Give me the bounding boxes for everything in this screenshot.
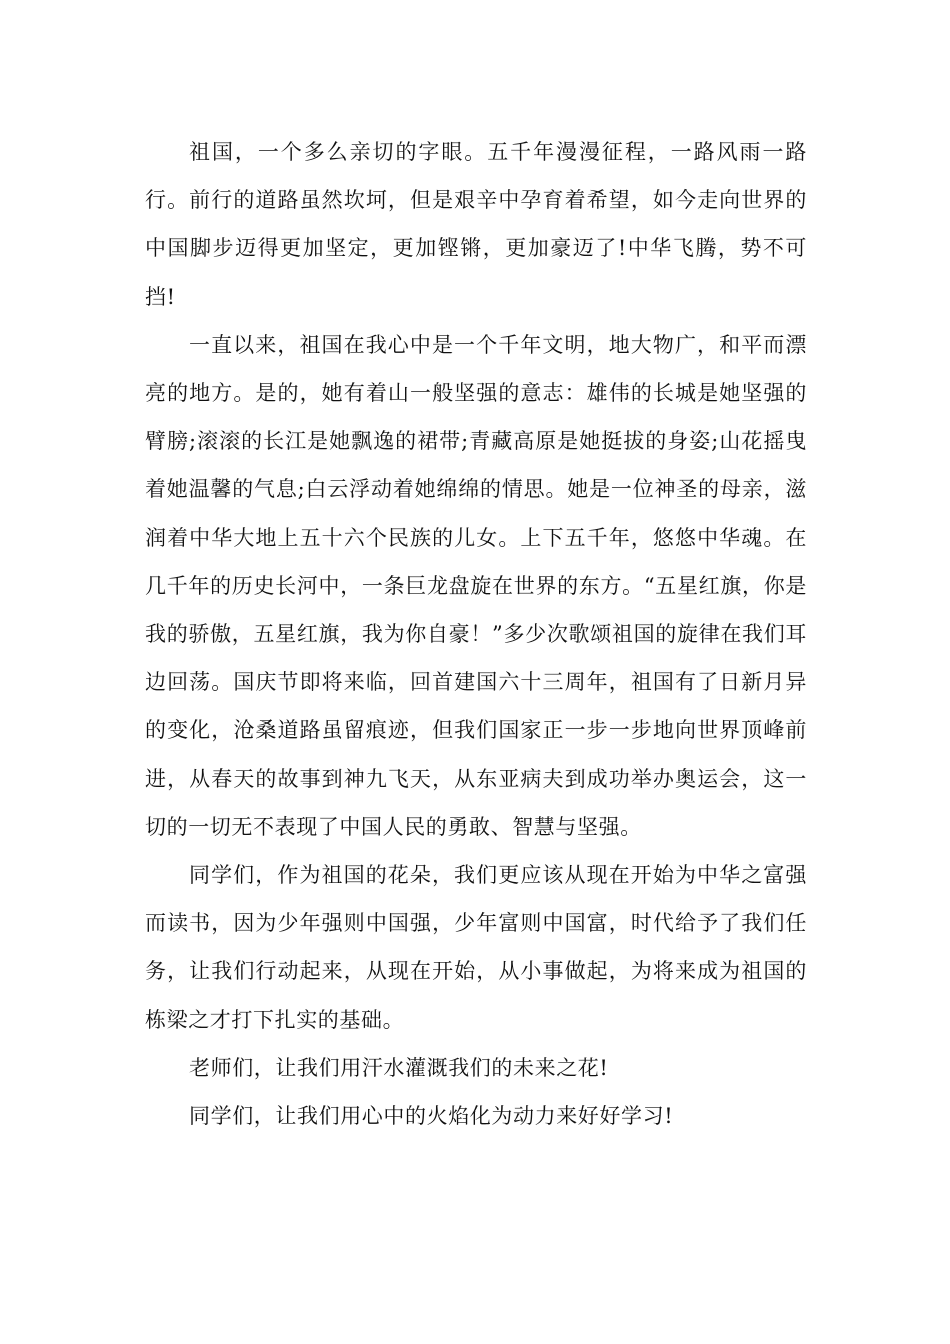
paragraph-5: 同学们，让我们用心中的火焰化为动力来好好学习!: [189, 1104, 674, 1129]
paragraph-2: 一直以来，祖国在我心中是一个千年文明，地大物广，和平而漂亮的地方。是的，她有着山一般坚强的意志：雄伟的长城是她坚强的臂膀;滚滚的长江是她飘逸的裙带;青藏高原是她挺拔的身姿;山花摇曳着她温馨的气息;白云浮动着她绵绵的情思。她是一位神圣的母亲，滋润着中华大地上五十六个民族的儿女。上下五千年，悠悠中华魂。在几千年的历史长河中，一条巨龙盘旋在世界的东方。“五星红旗，你是我的骄傲，五星红旗，我为你自豪！”多少次歌颂祖国的旋律在我们耳边回荡。国庆节即将来临，回首建国六十三周年，祖国有了日新月异的变化，沧桑道路虽留痕迹，但我们国家正一步一步地向世界顶峰前进，从春天的故事到神九飞天，从东亚病夫到成功举办奥运会，这一切的一切无不表现了中国人民的勇敢、智慧与坚强。: [145, 332, 807, 839]
paragraph-1: 祖国，一个多么亲切的字眼。五千年漫漫征程，一路风雨一路行。前行的道路虽然坎坷，但是艰辛中孕育着希望，如今走向世界的中国脚步迈得更加坚定，更加铿锵，更加豪迈了!中华飞腾，势不可挡!: [145, 140, 807, 309]
paragraph-3: 同学们，作为祖国的花朵，我们更应该从现在开始为中华之富强而读书，因为少年强则中国强，少年富则中国富，时代给予了我们任务，让我们行动起来，从现在开始，从小事做起，为将来成为祖国的栋梁之才打下扎实的基础。: [145, 863, 807, 1032]
paragraph-4: 老师们，让我们用汗水灌溉我们的未来之花!: [189, 1055, 609, 1080]
document-body: [145, 128, 807, 1140]
